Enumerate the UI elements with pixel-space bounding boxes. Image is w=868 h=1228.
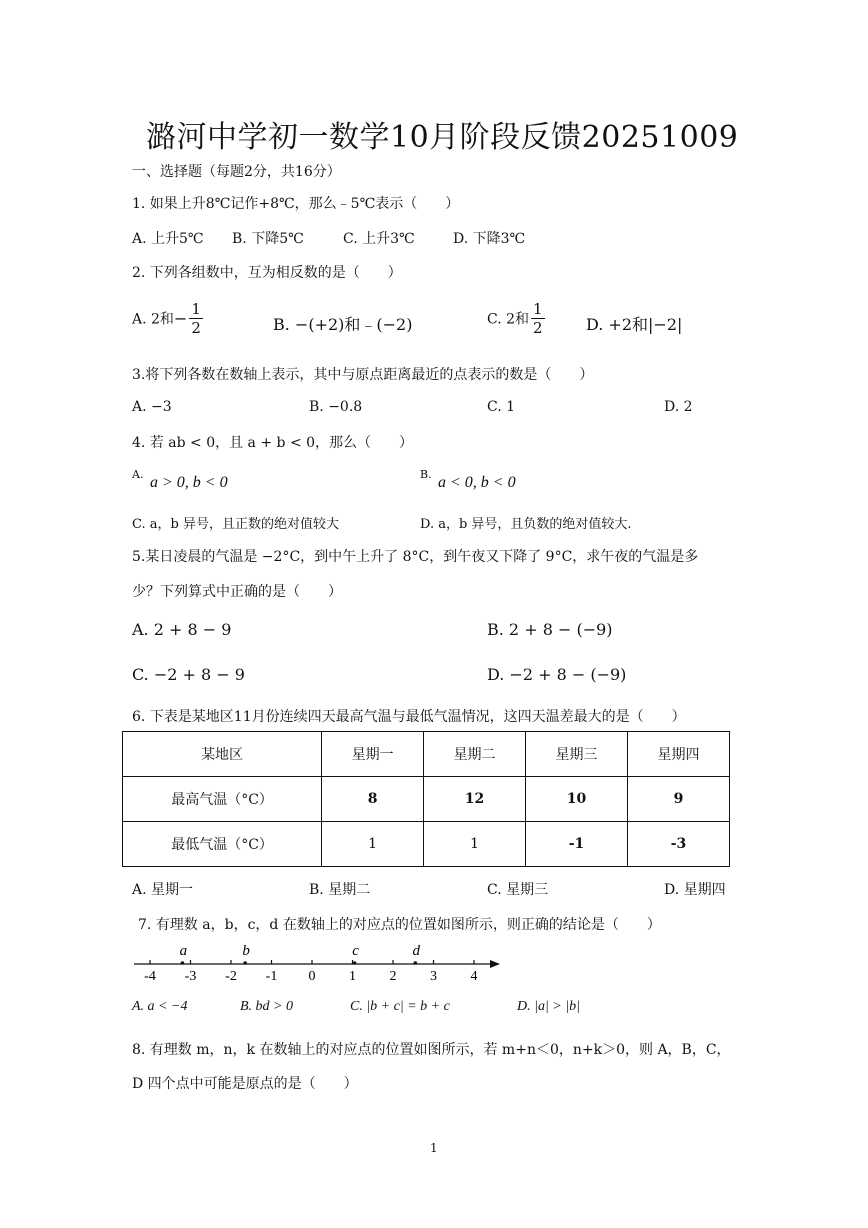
table-header-cell: 星期三 xyxy=(526,732,628,777)
question-6-option-a: A. 星期一 xyxy=(132,882,194,898)
question-2-option-b: B. −(+2)和﹣(−2) xyxy=(273,315,413,334)
number-line-diagram xyxy=(128,938,508,988)
question-2-option-a xyxy=(132,300,205,337)
question-7-option-a xyxy=(132,998,187,1015)
number-line-point-c xyxy=(353,961,357,965)
question-7-option-c xyxy=(350,998,450,1015)
question-3-option-c: C. 1 xyxy=(487,399,516,415)
number-line-point-d xyxy=(413,961,417,965)
minus-sign: − xyxy=(173,309,188,328)
question-3-option-a: A. −3 xyxy=(132,399,172,415)
table-header-cell: 星期四 xyxy=(628,732,730,777)
number-line-point-label: c xyxy=(352,943,359,959)
number-line-tick-label: 1 xyxy=(349,969,356,984)
table-cell: 12 xyxy=(424,777,526,822)
number-line-point-label: d xyxy=(412,943,421,959)
fraction-denominator: 2 xyxy=(533,319,543,337)
number-line-point-b xyxy=(243,961,247,965)
question-3-stem: 3.将下列各数在数轴上表示，其中与原点距离最近的点表示的数是（ ） xyxy=(132,367,594,383)
option-c-label: C. 2和 xyxy=(487,311,530,328)
question-1-option-b: B. 下降5℃ xyxy=(232,231,304,247)
question-4-stem: 4. 若 ab < 0，且 a + b < 0，那么（ ） xyxy=(132,435,414,451)
table-header-cell: 星期一 xyxy=(322,732,424,777)
number-line-point-label: b xyxy=(242,943,250,959)
question-4-option-b: a < 0, b < 0 xyxy=(438,474,516,491)
question-8-stem-line1: 8. 有理数 m，n，k 在数轴上的对应点的位置如图所示，若 m+n＜0，n+k＞0，则 A，B，C， xyxy=(132,1042,731,1058)
table-cell: -1 xyxy=(526,822,628,867)
question-4-option-c: C. a，b 异号，且正数的绝对值较大 xyxy=(132,517,339,532)
question-2-option-d: D. +2和|−2| xyxy=(586,315,683,334)
question-5-option-a: A. 2 + 8 − 9 xyxy=(132,620,232,639)
table-header-row xyxy=(123,732,730,777)
number-line-tick-label: 4 xyxy=(470,969,478,984)
table-cell: 10 xyxy=(526,777,628,822)
number-line-tick-label: 3 xyxy=(430,969,437,984)
table-row-label: 最低气温（°C） xyxy=(123,822,322,867)
table-row-label: 最高气温（°C） xyxy=(123,777,322,822)
question-4-option-a-label: A. xyxy=(132,468,144,481)
number-line-tick-label: 0 xyxy=(308,969,316,984)
question-6-option-c: C. 星期三 xyxy=(487,882,549,898)
option-a-label: A. 2和 xyxy=(132,311,174,328)
number-line-point-label: a xyxy=(179,943,188,959)
question-1-stem: 1. 如果上升8℃记作+8℃，那么﹣5℃表示（ ） xyxy=(132,196,460,212)
question-5-stem-line1: 5.某日凌晨的气温是 −2°C，到中午上升了 8°C，到午夜又下降了 9°C，求午夜的气温是多 xyxy=(132,549,699,565)
option-text: D. |a| > |b| xyxy=(517,999,580,1014)
question-1-option-d: D. 下降3℃ xyxy=(453,231,526,247)
page-number: 1 xyxy=(430,1141,438,1155)
question-5-option-b: B. 2 + 8 − (−9) xyxy=(487,620,613,639)
question-4-option-a: a > 0, b < 0 xyxy=(150,474,228,491)
number-line-tick-label: -3 xyxy=(184,969,197,984)
fraction-one-half xyxy=(189,300,203,337)
question-5-stem-line2: 少？下列算式中正确的是（ ） xyxy=(132,584,342,600)
question-3-option-b: B. −0.8 xyxy=(309,399,363,415)
fraction-numerator: 1 xyxy=(191,300,201,318)
question-7-option-b xyxy=(240,998,293,1015)
number-line-tick-label: 2 xyxy=(389,969,397,984)
table-cell: 1 xyxy=(424,822,526,867)
question-2-stem: 2. 下列各组数中，互为相反数的是（ ） xyxy=(132,265,402,281)
number-line-tick-label: -4 xyxy=(144,969,156,984)
table-cell: -3 xyxy=(628,822,730,867)
table-header-cell: 某地区 xyxy=(123,732,322,777)
section-heading: 一、选择题（每题2分，共16分） xyxy=(132,164,341,180)
option-text: C. |b + c| = b + c xyxy=(350,999,450,1014)
table-row xyxy=(123,822,730,867)
question-2-option-c xyxy=(487,300,547,337)
table-header-cell: 星期二 xyxy=(424,732,526,777)
question-4-option-d: D. a，b 异号，且负数的绝对值较大. xyxy=(420,517,632,532)
temperature-table xyxy=(122,731,730,867)
number-line-point-a xyxy=(181,961,185,965)
question-5-option-d: D. −2 + 8 − (−9) xyxy=(487,665,627,684)
table-cell: 1 xyxy=(322,822,424,867)
question-7-stem: 7. 有理数 a，b，c，d 在数轴上的对应点的位置如图所示，则正确的结论是（ ） xyxy=(138,917,661,933)
question-1-option-a: A. 上升5℃ xyxy=(132,231,204,247)
page-title: 潞河中学初一数学10月阶段反馈20251009 xyxy=(146,120,739,155)
table-row xyxy=(123,777,730,822)
question-7-option-d xyxy=(517,998,580,1015)
arrow-right-icon xyxy=(490,960,500,968)
question-8-stem-line2: D 四个点中可能是原点的是（ ） xyxy=(132,1076,358,1092)
question-6-option-b: B. 星期二 xyxy=(309,882,371,898)
option-text: A. a < −4 xyxy=(132,999,188,1014)
question-5-option-c: C. −2 + 8 − 9 xyxy=(132,665,245,684)
number-line-tick-label: -1 xyxy=(265,969,278,984)
question-6-stem: 6. 下表是某地区11月份连续四天最高气温与最低气温情况，这四天温差最大的是（ ） xyxy=(132,709,686,725)
table-cell: 9 xyxy=(628,777,730,822)
option-text: B. bd > 0 xyxy=(240,999,293,1014)
fraction-denominator: 2 xyxy=(191,319,201,337)
question-4-option-b-label: B. xyxy=(420,468,432,481)
fraction-numerator: 1 xyxy=(533,300,543,318)
number-line-tick-label: -2 xyxy=(225,969,237,984)
question-1-option-c: C. 上升3℃ xyxy=(343,231,415,247)
question-3-option-d: D. 2 xyxy=(664,399,693,415)
fraction-one-half xyxy=(531,300,545,337)
table-cell: 8 xyxy=(322,777,424,822)
question-6-option-d: D. 星期四 xyxy=(664,882,726,898)
